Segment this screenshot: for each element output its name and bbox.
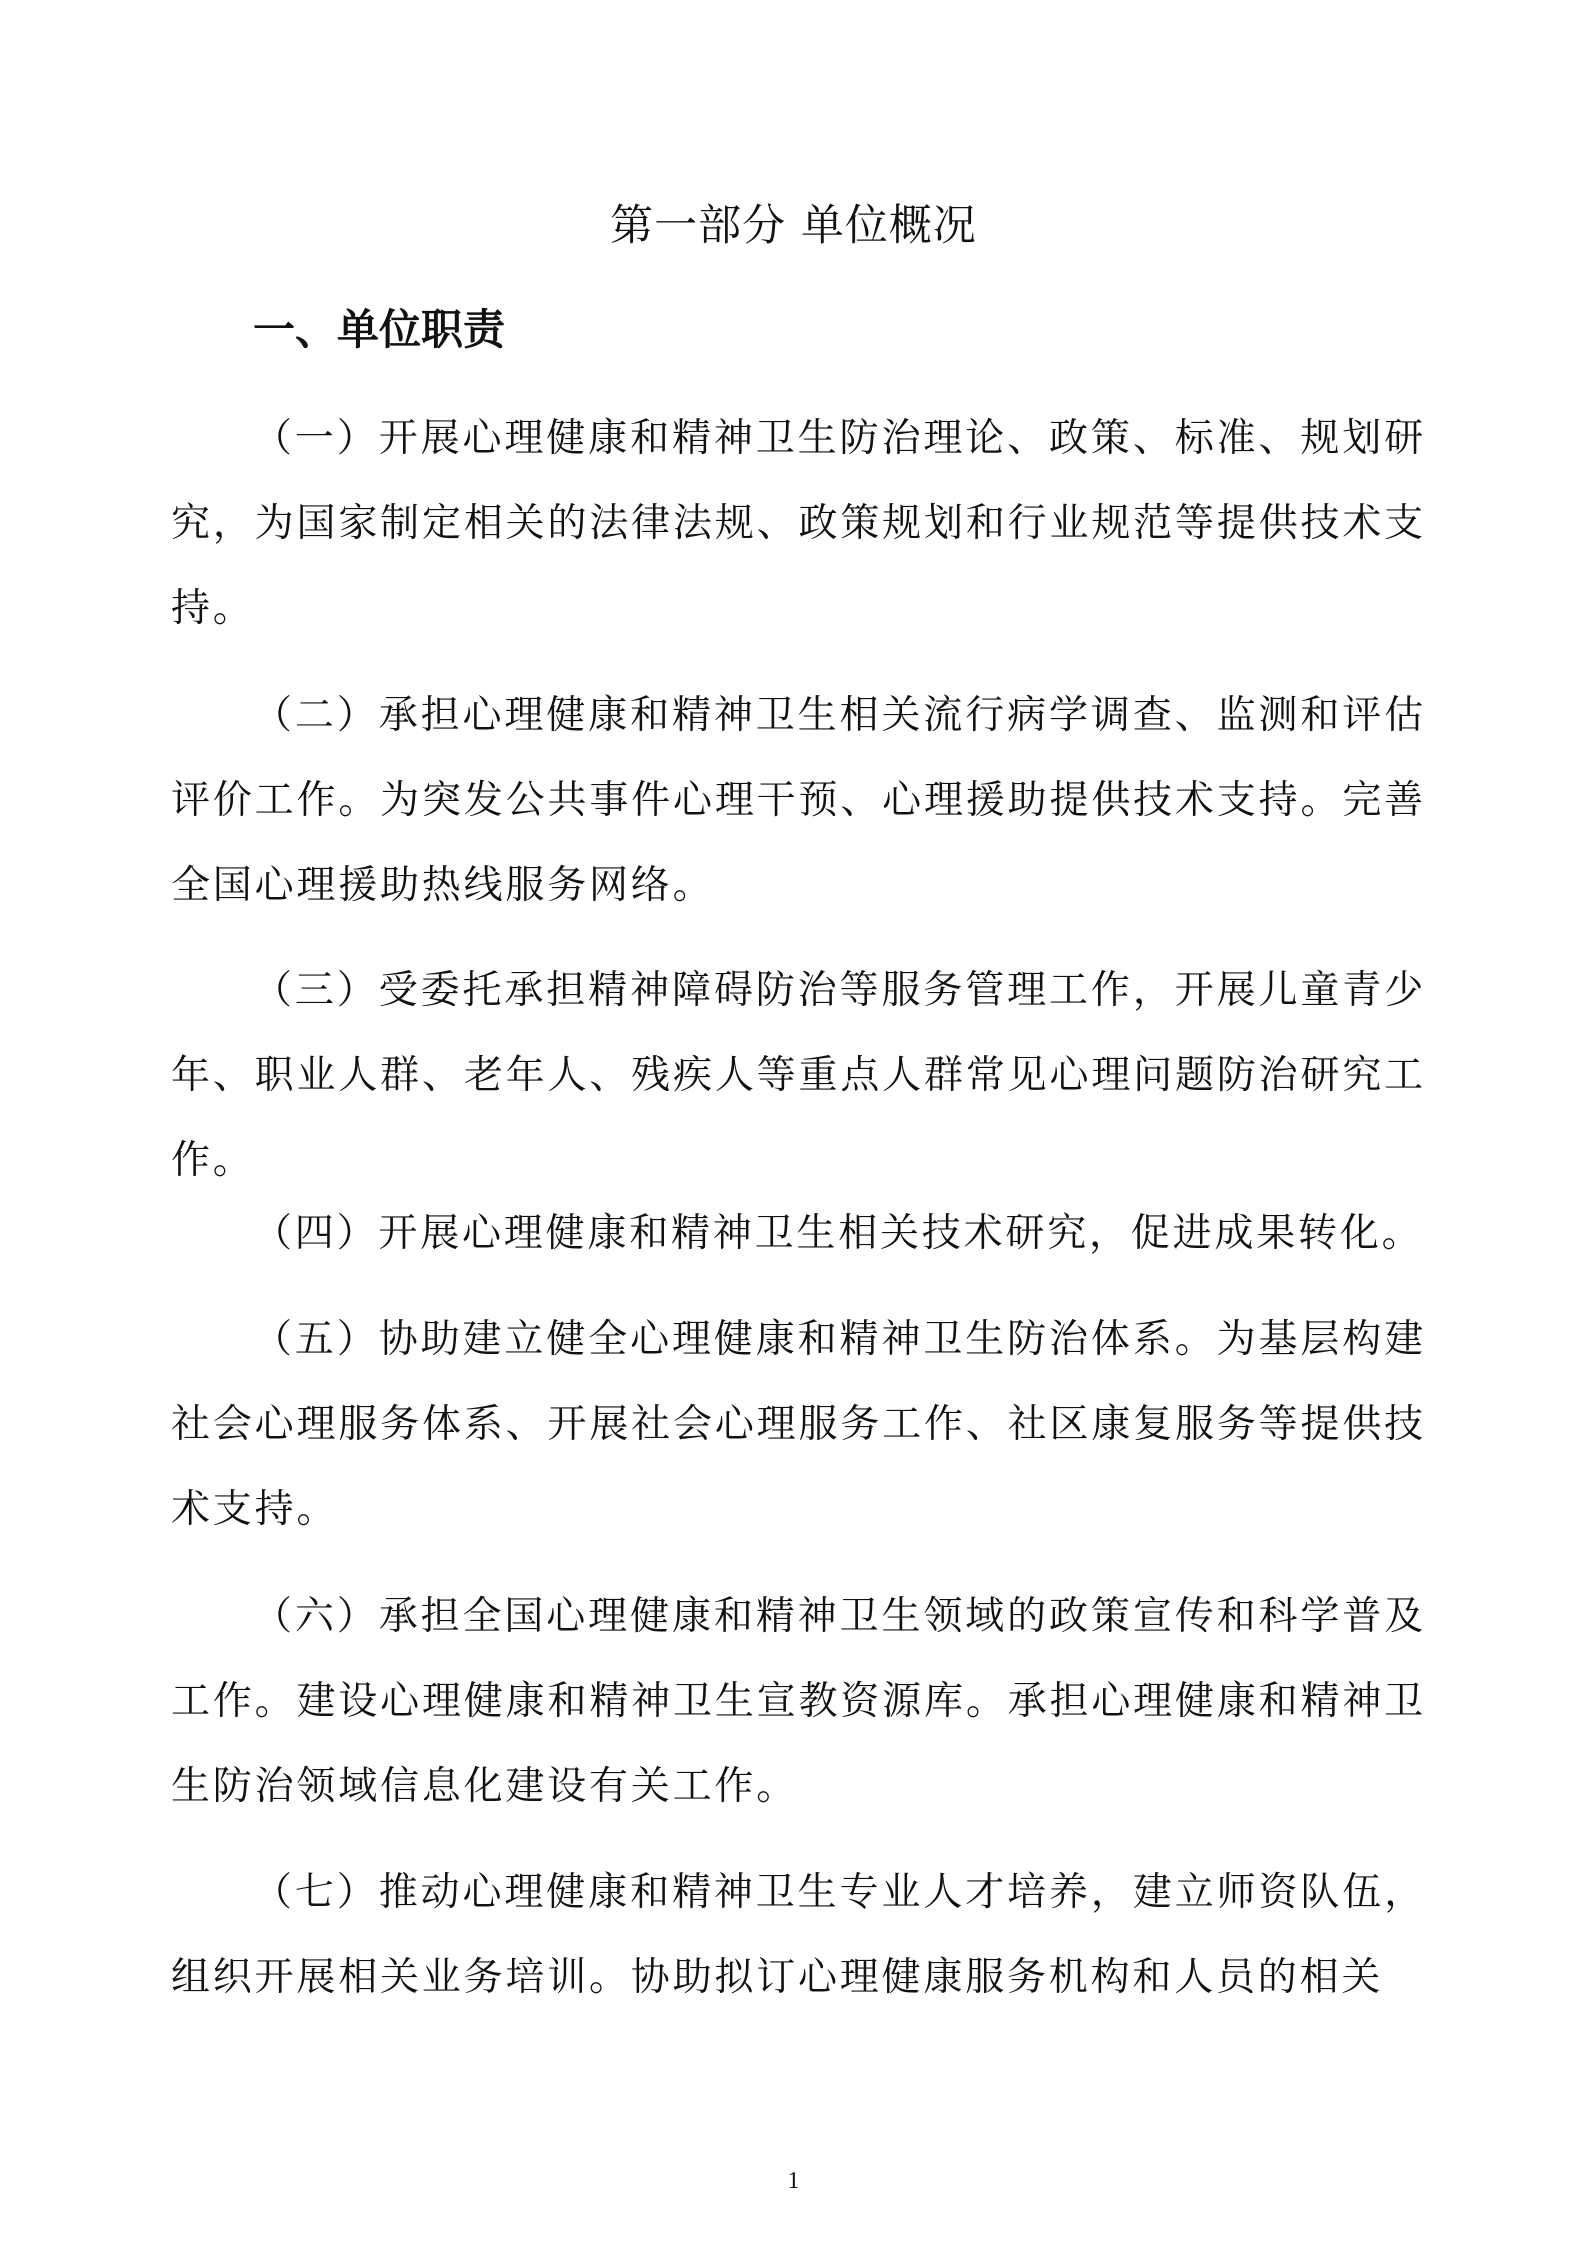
page-number: 1 [787,2168,800,2194]
paragraph-7: （七）推动心理健康和精神卫生专业人才培养，建立师资队伍，组织开展相关业务培训。协助拟订心理健康服务机构和人员的相关 [171,1870,1426,2000]
paragraph-5: （五）协助建立健全心理健康和精神卫生防治体系。为基层构建社会心理服务体系、开展社会心理服务工作、社区康复服务等提供技术支持。 [171,1317,1426,1532]
page-title: 第一部分 单位概况 [610,201,977,251]
section-heading: 一、单位职责 [253,305,506,354]
paragraph-2: （二）承担心理健康和精神卫生相关流行病学调查、监测和评估评价工作。为突发公共事件心理干预、心理援助提供技术支持。完善全国心理援助热线服务网络。 [171,693,1426,908]
paragraph-4: （四）开展心理健康和精神卫生相关技术研究，促进成果转化。 [253,1211,1424,1256]
paragraph-1: （一）开展心理健康和精神卫生防治理论、政策、标准、规划研究，为国家制定相关的法律法规、政策规划和行业规范等提供技术支持。 [171,416,1426,631]
paragraph-3: （三）受委托承担精神障碍防治等服务管理工作，开展儿童青少年、职业人群、老年人、残疾人等重点人群常见心理问题防治研究工作。 [171,968,1426,1183]
paragraph-6: （六）承担全国心理健康和精神卫生领域的政策宣传和科学普及工作。建设心理健康和精神卫生宣教资源库。承担心理健康和精神卫生防治领域信息化建设有关工作。 [171,1594,1426,1809]
